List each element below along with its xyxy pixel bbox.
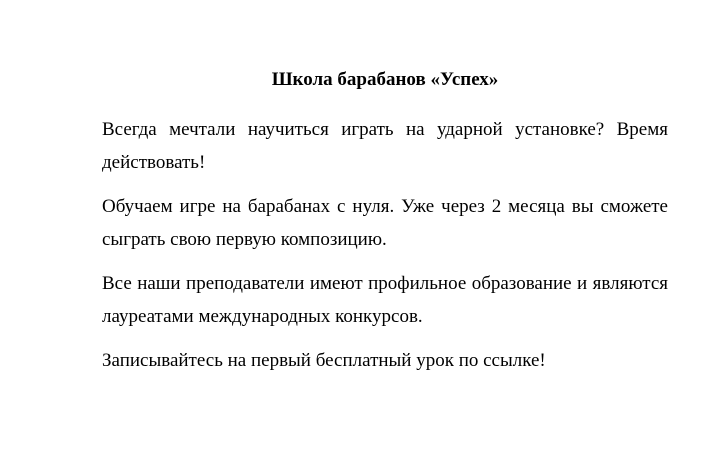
paragraph-teachers: Все наши преподаватели имеют профильное образование и являются лауреатами международных конкурсов. xyxy=(102,273,668,327)
paragraph-intro: Всегда мечтали научиться играть на ударной установке? Время действовать! xyxy=(102,119,668,173)
paragraph-call-to-action: Записывайтесь на первый бесплатный урок по ссылке! xyxy=(102,350,546,371)
paragraph-training: Обучаем игре на барабанах с нуля. Уже через 2 месяца вы сможете сыграть свою первую композицию. xyxy=(102,196,668,250)
document-title: Школа барабанов «Успех» xyxy=(271,69,499,90)
